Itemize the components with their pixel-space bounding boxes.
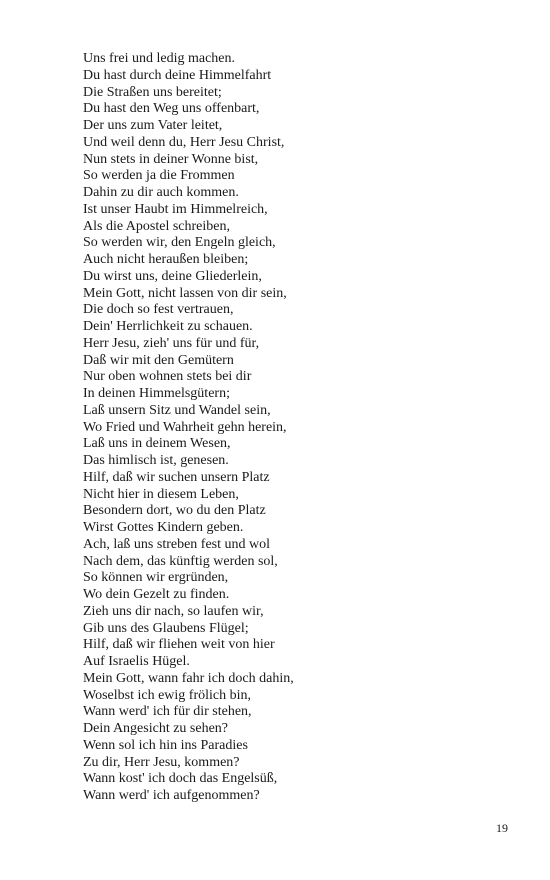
poem-line: Laß unsern Sitz und Wandel sein, xyxy=(83,402,271,418)
poem-line: Wann werd' ich aufgenommen? xyxy=(83,788,260,803)
poem-line: Gib uns des Glaubens Flügel; xyxy=(83,620,249,636)
poem-line: Der uns zum Vater leitet, xyxy=(83,118,223,133)
poem-line: Hilf, daß wir fliehen weit von hier xyxy=(83,637,275,653)
poem-line: Das himlisch ist, genesen. xyxy=(83,453,229,468)
poem-line: Wo Fried und Wahrheit gehn herein, xyxy=(83,419,287,435)
poem-line: Wirst Gottes Kindern geben. xyxy=(83,520,244,535)
poem-text xyxy=(83,51,523,805)
poem-line: Daß wir mit den Gemütern xyxy=(83,352,234,368)
poem-line: Uns frei und ledig machen. xyxy=(83,51,236,66)
poem-line: Als die Apostel schreiben, xyxy=(83,218,230,234)
poem-line: Dein Angesicht zu sehen? xyxy=(83,721,229,736)
poem-line: Hilf, daß wir suchen unsern Platz xyxy=(83,469,270,485)
poem-line: Du hast durch deine Himmelfahrt xyxy=(83,67,272,83)
poem-line: Herr Jesu, zieh' uns für und für, xyxy=(83,335,260,351)
page-number: 19 xyxy=(496,821,508,835)
poem-line: Ach, laß uns streben fest und wol xyxy=(83,536,271,552)
poem-line: Dahin zu dir auch kommen. xyxy=(83,185,239,200)
poem-line: Nicht hier in diesem Leben, xyxy=(83,486,239,502)
poem-line: Und weil denn du, Herr Jesu Christ, xyxy=(83,134,285,150)
poem-line: In deinen Himmelsgütern; xyxy=(83,386,230,401)
poem-line: So werden ja die Frommen xyxy=(83,168,235,184)
poem-line: So werden wir, den Engeln gleich, xyxy=(83,235,276,251)
poem-line: Besondern dort, wo du den Platz xyxy=(83,503,266,519)
poem-line: Laß uns in deinem Wesen, xyxy=(83,436,231,452)
poem-line: Mein Gott, nicht lassen von dir sein, xyxy=(83,285,287,301)
poem-line: Dein' Herrlichkeit zu schauen. xyxy=(83,319,253,334)
poem-line: Nach dem, das künftig werden sol, xyxy=(83,553,278,569)
poem-line: Mein Gott, wann fahr ich doch dahin, xyxy=(83,670,294,686)
poem-line: Auch nicht heraußen bleiben; xyxy=(83,252,249,267)
poem-line: Wenn sol ich hin ins Paradies xyxy=(83,737,248,753)
poem-line: Nur oben wohnen stets bei dir xyxy=(83,369,252,385)
poem-line: Zieh uns dir nach, so laufen wir, xyxy=(83,603,264,619)
poem-line: Du hast den Weg uns offenbart, xyxy=(83,101,260,117)
poem-line: Du wirst uns, deine Gliederlein, xyxy=(83,268,262,284)
poem-line: Wann werd' ich für dir stehen, xyxy=(83,704,252,720)
poem-line: Auf Israelis Hügel. xyxy=(83,654,190,669)
poem-line: Wann kost' ich doch das Engelsüß, xyxy=(83,771,278,787)
poem-line: Wo dein Gezelt zu finden. xyxy=(83,587,230,602)
poem-line: Zu dir, Herr Jesu, kommen? xyxy=(83,754,240,770)
poem-line: Die Straßen uns bereitet; xyxy=(83,84,222,100)
poem-line: Die doch so fest vertrauen, xyxy=(83,302,234,318)
poem-line: Ist unser Haubt im Himmelreich, xyxy=(83,201,268,217)
poem-line: Nun stets in deiner Wonne bist, xyxy=(83,151,259,167)
poem-line: So können wir ergründen, xyxy=(83,570,229,586)
poem-line: Woselbst ich ewig frölich bin, xyxy=(83,687,252,703)
